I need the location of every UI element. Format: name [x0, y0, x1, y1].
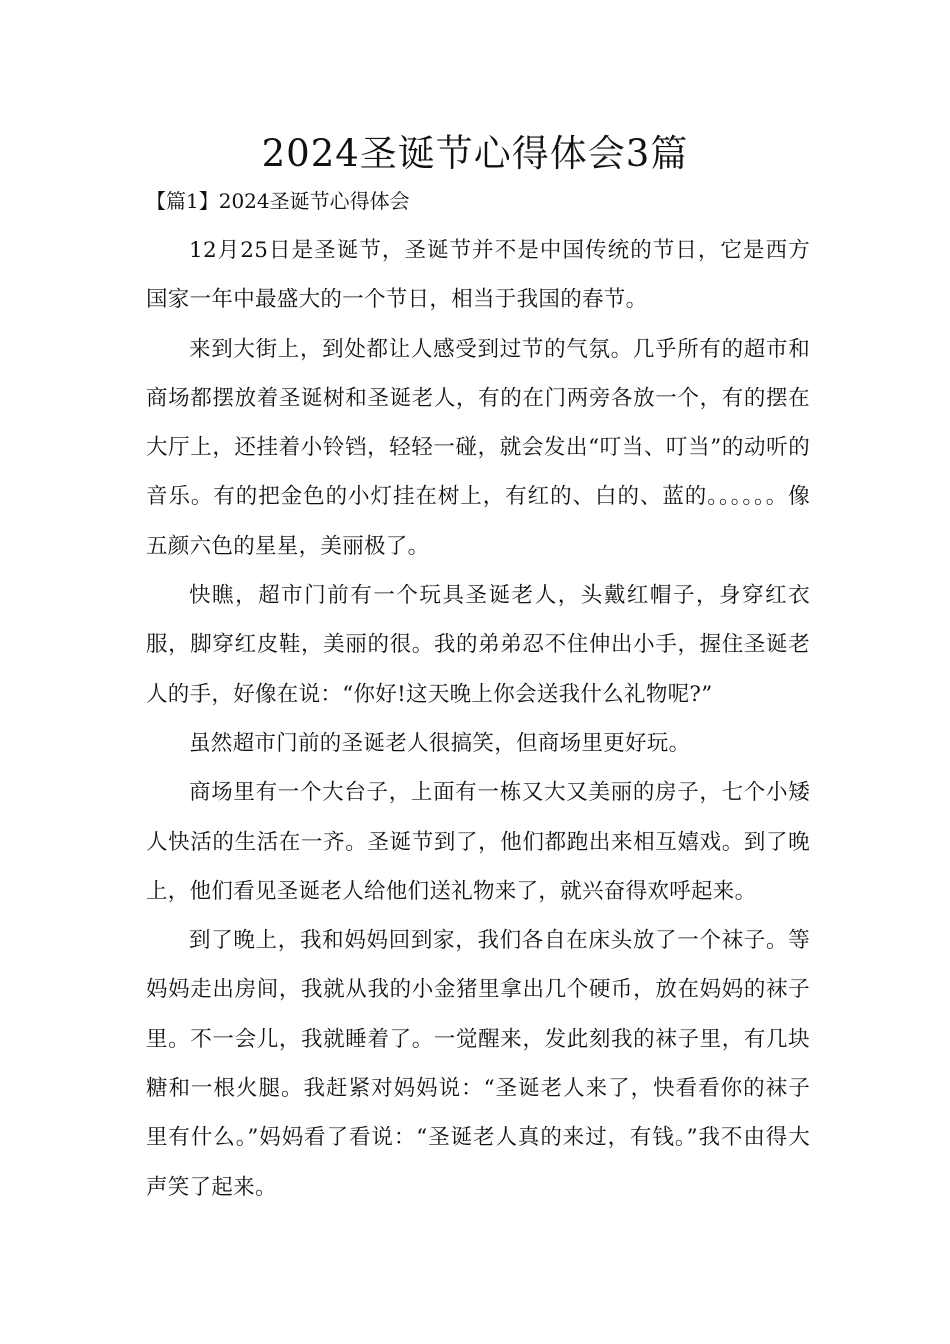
paragraph: 快瞧，超市门前有一个玩具圣诞老人，头戴红帽子，身穿红衣服，脚穿红皮鞋，美丽的很。我的弟弟忍不住伸出小手，握住圣诞老人的手，好像在说：“你好!这天晚上你会送我什么礼物呢?” — [146, 583, 810, 707]
section-heading: 【篇1】2024圣诞节心得体会 — [146, 189, 410, 213]
paragraph: 12月25日是圣诞节，圣诞节并不是中国传统的节日，它是西方国家一年中最盛大的一个节日，相当于我国的春节。 — [146, 238, 810, 313]
document-title: 2024圣诞节心得体会3篇 — [261, 132, 689, 175]
paragraph: 来到大街上，到处都让人感受到过节的气氛。几乎所有的超市和商场都摆放着圣诞树和圣诞老人，有的在门两旁各放一个，有的摆在大厅上，还挂着小铃铛，轻轻一碰，就会发出“叮当、叮当”的动听的音乐。有的把金色的小灯挂在树上，有红的、白的、蓝的。。。。。。像五颜六色的星星，美丽极了。 — [146, 336, 810, 559]
paragraph: 虽然超市门前的圣诞老人很搞笑，但商场里更好玩。 — [189, 730, 691, 756]
paragraph: 商场里有一个大台子，上面有一栋又大又美丽的房子，七个小矮人快活的生活在一齐。圣诞节到了，他们都跑出来相互嬉戏。到了晚上，他们看见圣诞老人给他们送礼物来了，就兴奋得欢呼起来。 — [146, 780, 810, 904]
paragraph: 到了晚上，我和妈妈回到家，我们各自在床头放了一个袜子。等妈妈走出房间，我就从我的小金猪里拿出几个硬币，放在妈妈的袜子里。不一会儿，我就睡着了。一觉醒来，发此刻我的袜子里，有几块糖和一根火腿。我赶紧对妈妈说：“圣诞老人来了，快看看你的袜子里有什么。”妈妈看了看说：“圣诞老人真的来过，有钱。”我不由得大声笑了起来。 — [146, 928, 810, 1200]
document-body — [146, 226, 810, 1212]
